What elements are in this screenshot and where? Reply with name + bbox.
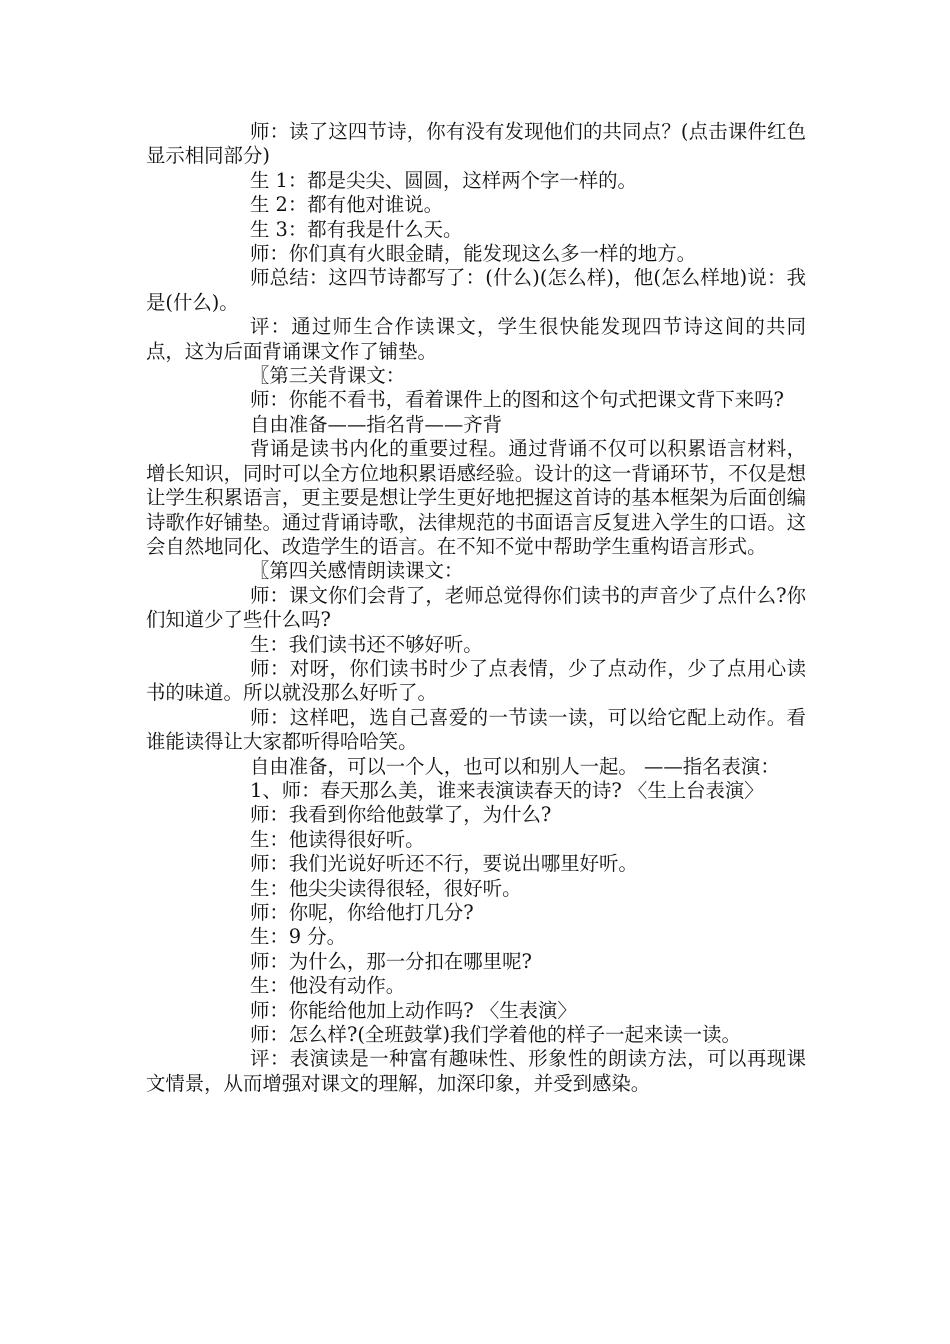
paragraph: 师：读了这四节诗，你有没有发现他们的共同点？(点击课件红色显示相同部分) (146, 120, 806, 168)
paragraph: 生：我们读书还不够好听。 (250, 632, 483, 656)
paragraph: 生：他读得很好听。 (250, 827, 425, 851)
paragraph: 师：我看到你给他鼓掌了，为什么? (250, 803, 552, 827)
paragraph: 生：他没有动作。 (250, 974, 406, 998)
paragraph: 1、师：春天那么美，谁来表演读春天的诗? 〈生上台表演〉 (250, 778, 764, 802)
section-heading: 〖第三关背课文： (250, 364, 406, 388)
document-page (146, 120, 806, 1096)
paragraph: 师：我们光说好听还不行，要说出哪里好听。 (250, 852, 638, 876)
paragraph: 生：他尖尖读得很轻，很好听。 (250, 876, 522, 900)
paragraph: 师：课文你们会背了，老师总觉得你们读书的声音少了点什么?你们知道少了些什么吗? (146, 583, 806, 632)
paragraph: 师：怎么样?(全班鼓掌)我们学着他的样子一起来读一读。 (250, 1023, 741, 1047)
paragraph: 师：为什么，那一分扣在哪里呢? (250, 949, 532, 973)
paragraph: 背诵是读书内化的重要过程。通过背诵不仅可以积累语言材料，增长知识，同时可以全方位地积累语感经验。设计的这一背诵环节，不仅是想让学生积累语言，更主要是想让学生更好地把握这首诗的基本框架为后面创编诗歌作好铺垫。通过背诵诗歌，法律规范的书面语言反复进入学生的口语。这会自然地同化、改造学生的语言。在不知不觉中帮助学生重构语言形式。 (146, 437, 806, 558)
paragraph: 师：对呀，你们读书时少了点表情，少了点动作，少了点用心读书的味道。所以就没那么好听了。 (146, 656, 806, 705)
paragraph: 师：你们真有火眼金睛，能发现这么多一样的地方。 (250, 242, 696, 266)
paragraph: 师：你能不看书，看着课件上的图和这个句式把课文背下来吗? (250, 388, 784, 412)
paragraph: 自由准备——指名背——齐背 (250, 412, 503, 436)
paragraph: 师：这样吧，选自己喜爱的一节读一读，可以给它配上动作。看谁能读得让大家都听得哈哈笑。 (146, 705, 806, 754)
paragraph: 师：你能给他加上动作吗? 〈生表演〉 (250, 998, 577, 1022)
paragraph: 师：你呢，你给他打几分? (250, 901, 474, 924)
paragraph: 生 1：都是尖尖、圆圆，这样两个字一样的。 (250, 168, 637, 192)
paragraph: 生 2：都有他对谁说。 (250, 193, 444, 217)
paragraph: 评：通过师生合作读课文，学生很快能发现四节诗这间的共同点，这为后面背诵课文作了铺垫。 (146, 315, 806, 363)
paragraph: 生 3：都有我是什么天。 (250, 217, 463, 241)
paragraph: 自由准备，可以一个人，也可以和别人一起。 ——指名表演： (250, 754, 780, 778)
paragraph: 师总结：这四节诗都写了：(什么)(怎么样)，他(怎么样地)说：我是(什么)。 (146, 266, 806, 314)
section-heading: 〖第四关感情朗读课文： (250, 559, 464, 583)
paragraph: 评：表演读是一种富有趣味性、形象性的朗读方法，可以再现课文情景，从而增强对课文的理解，加深印象，并受到感染。 (146, 1047, 806, 1095)
paragraph: 生：9 分。 (250, 925, 347, 949)
